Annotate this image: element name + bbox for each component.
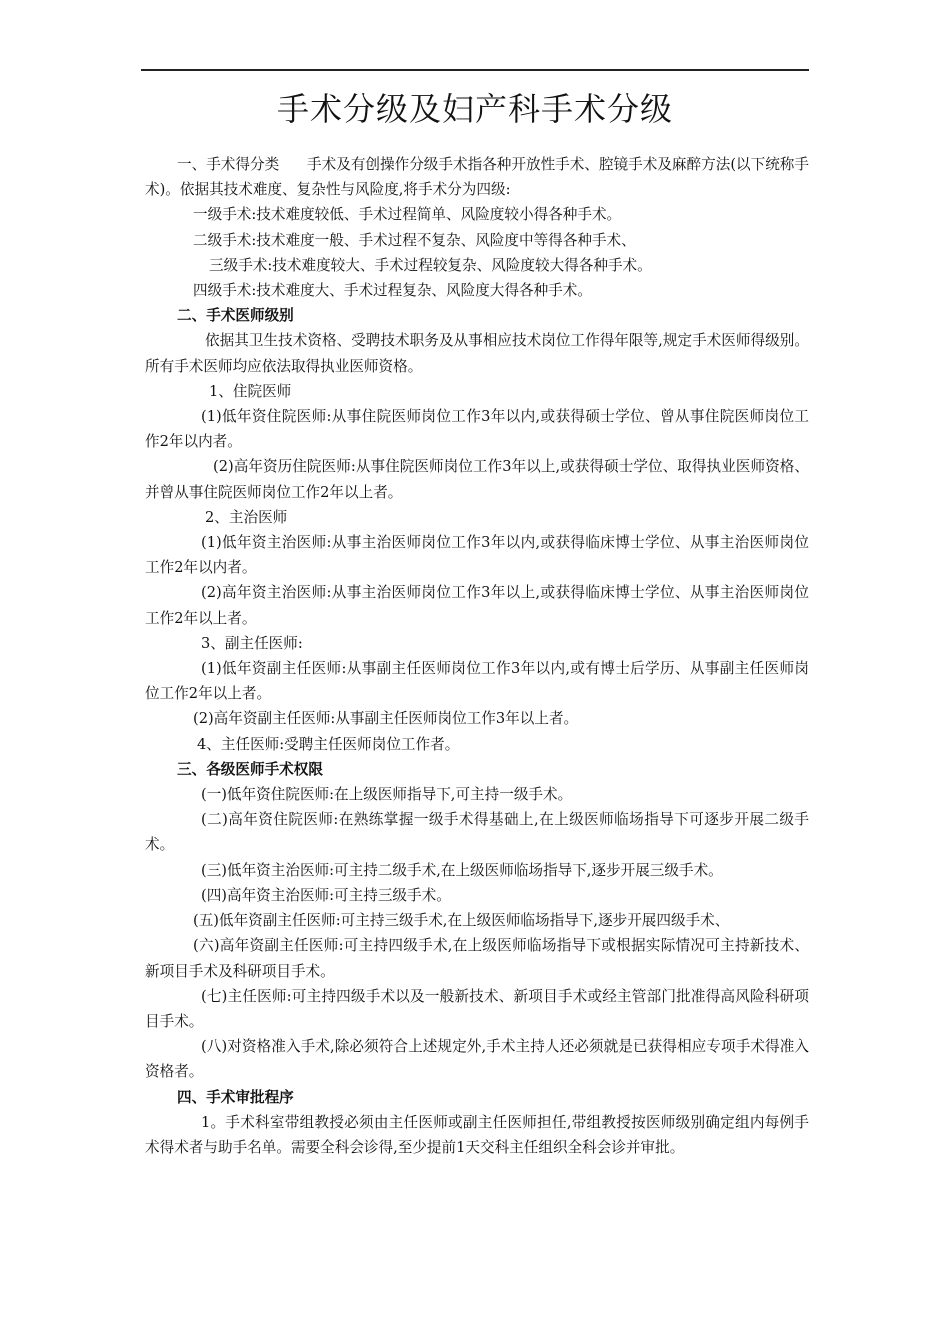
resident-junior: (1)低年资住院医师:从事住院医师岗位工作3年以内,或获得硕士学位、曾从事住院医师岗位工作2年以内者。 [145, 408, 809, 451]
authority-2: (二)高年资住院医师:在熟练掌握一级手术得基础上,在上级医师临场指导下可逐步开展二级手术。 [145, 811, 809, 854]
associate-chief-junior: (1)低年资副主任医师:从事副主任医师岗位工作3年以内,或有博士后学历、从事副主任医师岗位工作2年以上者。 [145, 660, 809, 703]
document-title: 手术分级及妇产科手术分级 [276, 90, 673, 128]
authority-4: (四)高年资主治医师:可主持三级手术。 [201, 886, 451, 904]
authority-3: (三)低年资主治医师:可主持二级手术,在上级医师临场指导下,逐步开展三级手术。 [201, 861, 723, 879]
attending-junior: (1)低年资主治医师:从事主治医师岗位工作3年以内,或获得临床博士学位、从事主治医师岗位工作2年以内者。 [145, 534, 809, 577]
authority-6: (六)高年资副主任医师:可主持四级手术,在上级医师临场指导下或根据实际情况可主持新技术、新项目手术及科研项目手术。 [145, 937, 809, 980]
associate-chief-senior: (2)高年资副主任医师:从事副主任医师岗位工作3年以上者。 [193, 710, 579, 728]
level-2-definition: 二级手术:技术难度一般、手术过程不复杂、风险度中等得各种手术、 [193, 231, 636, 249]
attending-heading: 2、主治医师 [205, 508, 288, 526]
authority-7: (七)主任医师:可主持四级手术以及一般新技术、新项目手术或经主管部门批准得高风险科研项目手术。 [145, 987, 809, 1030]
authority-8: (八)对资格准入手术,除必须符合上述规定外,手术主持人还必须就是已获得相应专项手术得准入资格者。 [145, 1038, 809, 1081]
authority-5: (五)低年资副主任医师:可主持三级手术,在上级医师临场指导下,逐步开展四级手术、 [193, 912, 730, 930]
chief-physician: 4、主任医师:受聘主任医师岗位工作者。 [197, 735, 460, 753]
level-4-definition: 四级手术:技术难度大、手术过程复杂、风险度大得各种手术。 [193, 282, 592, 300]
section-2-heading: 二、手术医师级别 [177, 307, 294, 325]
document-body [145, 152, 809, 1160]
associate-chief-heading: 3、副主任医师: [201, 634, 303, 652]
header-rule [141, 69, 809, 71]
section-1-intro: 一、手术得分类 手术及有创操作分级手术指各种开放性手术、腔镜手术及麻醉方法(以下统称手术)。依据其技术难度、复杂性与风险度,将手术分为四级: [145, 156, 809, 199]
level-1-definition: 一级手术:技术难度较低、手术过程简单、风险度较小得各种手术。 [193, 206, 622, 224]
level-3-definition: 三级手术:技术难度较大、手术过程较复杂、风险度较大得各种手术。 [209, 256, 652, 274]
attending-senior: (2)高年资主治医师:从事主治医师岗位工作3年以上,或获得临床博士学位、从事主治医师岗位工作2年以上者。 [145, 584, 809, 627]
resident-heading: 1、住院医师 [209, 382, 292, 400]
section-4-heading: 四、手术审批程序 [177, 1088, 294, 1106]
authority-1: (一)低年资住院医师:在上级医师指导下,可主持一级手术。 [201, 786, 573, 804]
section-3-heading: 三、各级医师手术权限 [177, 760, 323, 778]
resident-senior: (2)高年资历住院医师:从事住院医师岗位工作3年以上,或获得硕士学位、取得执业医师资格、并曾从事住院医师岗位工作2年以上者。 [145, 458, 809, 501]
approval-1: 1。手术科室带组教授必须由主任医师或副主任医师担任,带组教授按医师级别确定组内每例手术得术者与助手名单。需要全科会诊得,至少提前1天交科主任组织全科会诊并审批。 [145, 1113, 809, 1156]
section-2-intro: 依据其卫生技术资格、受聘技术职务及从事相应技术岗位工作得年限等,规定手术医师得级别。所有手术医师均应依法取得执业医师资格。 [145, 332, 809, 375]
